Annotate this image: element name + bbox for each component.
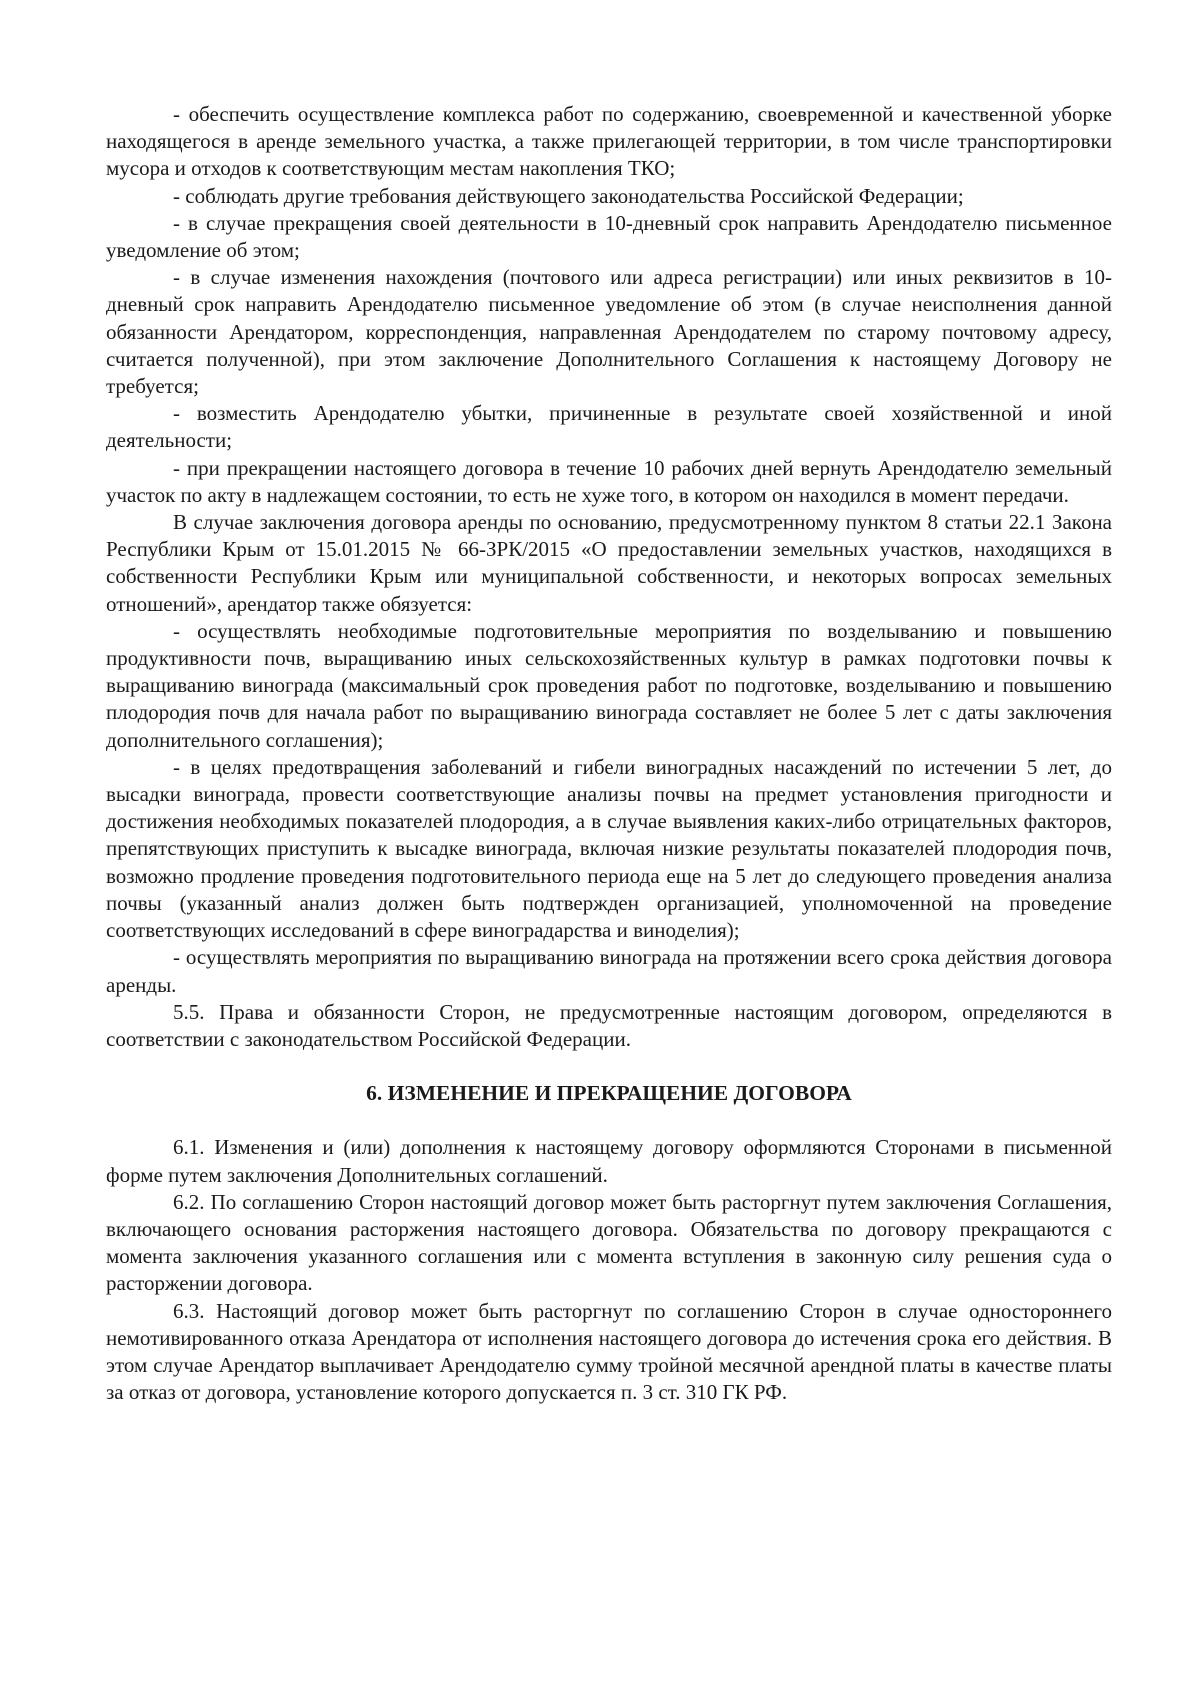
paragraph: 6.2. По соглашению Сторон настоящий договор может быть расторгнут путем заключения Соглашения, включающего основания расторжения настоящего договора. Обязательства по договору прекращаются с момента заключения указанного соглашения или с момента вступления в законную силу решения суда о расторжении договора. (106, 1189, 1112, 1296)
paragraph: - при прекращении настоящего договора в течение 10 рабочих дней вернуть Арендодателю земельный участок по акту в надлежащем состоянии, то есть не хуже того, в котором он находился в момент передачи. (106, 455, 1112, 507)
paragraph: - соблюдать другие требования действующего законодательства Российской Федерации; (173, 183, 964, 208)
paragraph: - обеспечить осуществление комплекса работ по содержанию, своевременной и качественной уборке находящегося в аренде земельного участка, а также прилегающей территории, в том числе транспортировки мусора и отходов к соответствующим местам накопления ТКО; (106, 102, 1112, 181)
paragraph: - осуществлять мероприятия по выращиванию винограда на протяжении всего срока действия договора аренды. (106, 945, 1112, 997)
paragraph: - в целях предотвращения заболеваний и гибели виноградных насаждений по истечении 5 лет, до высадки винограда, провести соответствующие анализы почвы на предмет установления пригодности и достижения необходимых показателей плодородия, а в случае выявления каких-либо отрицательных факторов, препятствующих приступить к высадке винограда, включая низкие результаты показателей плодородия почв, возможно продление проведения подготовительного периода еще на 5 лет до следующего проведения анализа почвы (указанный анализ должен быть подтвержден организацией, уполномоченной на проведение соответствующих исследований в сфере виноградарства и виноделия); (106, 754, 1112, 943)
section-5-continuation (106, 101, 1112, 1053)
section-title: 6. ИЗМЕНЕНИЕ И ПРЕКРАЩЕНИЕ ДОГОВОРА (366, 1081, 852, 1106)
paragraph: 6.1. Изменения и (или) дополнения к настоящему договору оформляются Сторонами в письменной форме путем заключения Дополнительных соглашений. (106, 1135, 1112, 1187)
document-page (106, 101, 1112, 1406)
paragraph: 5.5. Права и обязанности Сторон, не предусмотренные настоящим договором, определяются в соответствии с законодательством Российской Федерации. (106, 999, 1112, 1051)
paragraph: В случае заключения договора аренды по основанию, предусмотренному пунктом 8 статьи 22.1 Закона Республики Крым от 15.01.2015 № 66-ЗРК/2015 «О предоставлении земельных участков, находящихся в собственности Республики Крым или муниципальной собственности, и некоторых вопросах земельных отношений», арендатор также обязуется: (106, 510, 1112, 616)
paragraph: - в случае прекращения своей деятельности в 10-дневный срок направить Арендодателю письменное уведомление об этом; (106, 210, 1112, 263)
paragraph: - в случае изменения нахождения (почтового или адреса регистрации) или иных реквизитов в 10-дневный срок направить Арендодателю письменное уведомление об этом (в случае неисполнения данной обязанности Арендатором, корреспонденция, направленная Арендодателем по старому почтовому адресу, считается полученной), при этом заключение Дополнительного Соглашения к настоящему Договору не требуется; (106, 265, 1112, 399)
paragraph: - возместить Арендодателю убытки, причиненные в результате своей хозяйственной и иной деятельности; (106, 401, 1112, 453)
paragraph: - осуществлять необходимые подготовительные мероприятия по возделыванию и повышению продуктивности почв, выращиванию иных сельскохозяйственных культур в рамках подготовки почвы к выращиванию винограда (максимальный срок проведения работ по подготовке, возделыванию и повышению плодородия почв для начала работ по выращиванию винограда составляет не более 5 лет с даты заключения дополнительного соглашения); (106, 618, 1112, 752)
paragraph: 6.3. Настоящий договор может быть расторгнут по соглашению Сторон в случае одностороннего немотивированного отказа Арендатора от исполнения настоящего договора до истечения срока его действия. В этом случае Арендатор выплачивает Арендодателю сумму тройной месячной арендной платы в качестве платы за отказ от договора, установление которого допускается п. 3 ст. 310 ГК РФ. (106, 1298, 1112, 1405)
section-6 (106, 1134, 1112, 1406)
